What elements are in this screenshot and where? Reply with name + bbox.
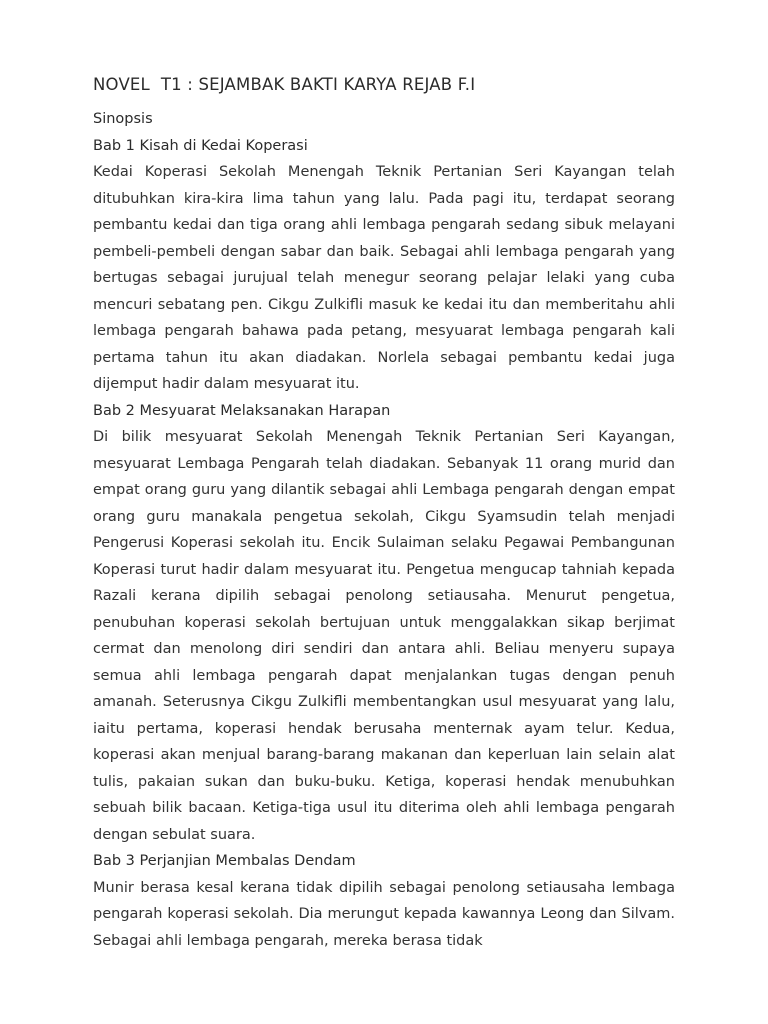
document-page	[93, 72, 675, 954]
section-body-bab-1: Kedai Koperasi Sekolah Menengah Teknik Pertanian Seri Kayangan telah ditubuhkan kira-kira lima tahun yang lalu. Pada pagi itu, terdapat seorang pembantu kedai dan tiga orang ahli lembaga pengarah sedang sibuk melayani pembeli-pembeli dengan sabar dan baik. Sebagai ahli lembaga pengarah yang bertugas sebagai jurujual telah menegur seorang pelajar lelaki yang cuba mencuri sebatang pen. Cikgu Zulkifli masuk ke kedai itu dan memberitahu ahli lembaga pengarah bahawa pada petang, mesyuarat lembaga pengarah kali pertama tahun itu akan diadakan. Norlela sebagai pembantu kedai juga dijemput hadir dalam mesyuarat itu.	[93, 164, 675, 392]
section-heading-bab-2: Bab 2 Mesyuarat Melaksanakan Harapan	[93, 402, 391, 419]
document-title: NOVEL T1 : SEJAMBAK BAKTI KARYA REJAB F.I	[93, 75, 476, 94]
section-body-bab-2: Di bilik mesyuarat Sekolah Menengah Teknik Pertanian Seri Kayangan, mesyuarat Lembaga Pengarah telah diadakan. Sebanyak 11 orang murid dan empat orang guru yang dilantik sebagai ahli Lembaga pengarah dengan empat orang guru manakala pengetua sekolah, Cikgu Syamsudin telah menjadi Pengerusi Koperasi sekolah itu. Encik Sulaiman selaku Pegawai Pembangunan Koperasi turut hadir dalam mesyuarat itu. Pengetua mengucap tahniah kepada Razali kerana dipilih sebagai penolong setiausaha. Menurut pengetua, penubuhan koperasi sekolah bertujuan untuk menggalakkan sikap berjimat cermat dan menolong diri sendiri dan antara ahli. Beliau menyeru supaya semua ahli lembaga pengarah dapat menjalankan tugas dengan penuh amanah. Seterusnya Cikgu Zulkifli membentangkan usul mesyuarat yang lalu, iaitu pertama, koperasi hendak berusaha menternak ayam telur. Kedua, koperasi akan menjual barang-barang makanan dan keperluan lain selain alat tulis, pakaian sukan dan buku-buku. Ketiga, koperasi hendak menubuhkan sebuah bilik bacaan. Ketiga-tiga usul itu diterima oleh ahli lembaga pengarah dengan sebulat suara.	[93, 429, 675, 843]
section-heading-bab-3: Bab 3 Perjanjian Membalas Dendam	[93, 853, 356, 869]
section-heading-bab-1: Bab 1 Kisah di Kedai Koperasi	[93, 137, 308, 154]
section-body-bab-3: Munir berasa kesal kerana tidak dipilih sebagai penolong setiausaha lembaga pengarah koperasi sekolah. Dia merungut kepada kawannya Leong dan Silvam. Sebagai ahli lembaga pengarah, mereka berasa tidak	[93, 879, 675, 949]
section-heading-sinopsis: Sinopsis	[93, 111, 153, 127]
